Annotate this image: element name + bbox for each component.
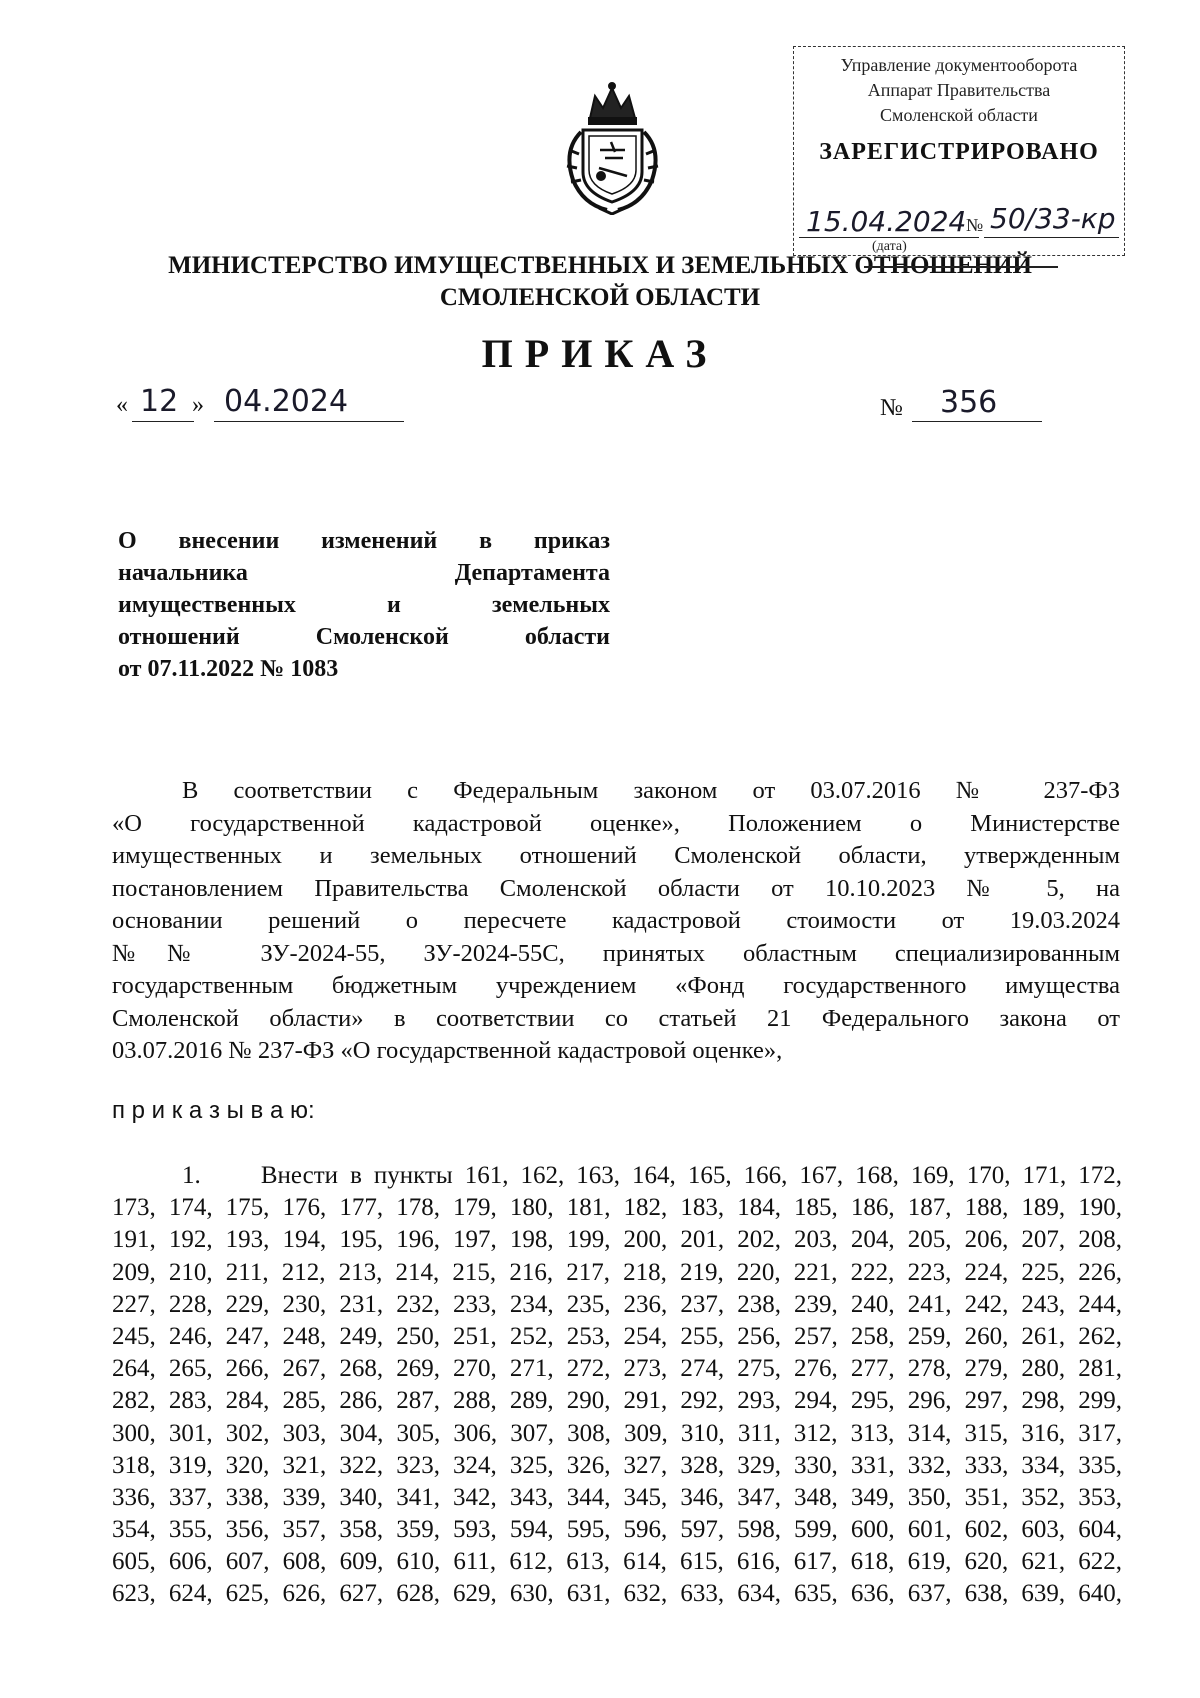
month-year-underline bbox=[214, 421, 404, 422]
order-number: 356 bbox=[940, 385, 998, 420]
item-1-line: 173, 174, 175, 176, 177, 178, 179, 180, 181, 182, 183, 184, 185, 186, 187, 188, 189, 190, bbox=[112, 1194, 1122, 1222]
subject-line: имущественных и земельных bbox=[118, 592, 610, 618]
order-subject bbox=[118, 525, 610, 685]
order-number-sign: № bbox=[880, 395, 903, 421]
ministry-name-line-1: МИНИСТЕРСТВО ИМУЩЕСТВЕННЫХ И ЗЕМЕЛЬНЫХ ОТНОШЕНИЙ bbox=[168, 252, 1032, 279]
item-1-line: 1. Внести в пункты 161, 162, 163, 164, 165, 166, 167, 168, 169, 170, 171, 172, bbox=[182, 1162, 1122, 1189]
subject-line: отношений Смоленской области bbox=[118, 624, 610, 650]
preamble-line: «О государственной кадастровой оценке», Положением о Министерстве bbox=[112, 809, 1120, 837]
document-type-title: ПРИКАЗ bbox=[481, 331, 719, 376]
number-underline bbox=[912, 421, 1042, 422]
date-quote-open: « bbox=[116, 392, 128, 418]
day-underline bbox=[132, 421, 194, 422]
preamble-line: основании решений о пересчете кадастровой стоимости от 19.03.2024 bbox=[112, 907, 1120, 934]
stamp-date-caption: (дата) bbox=[872, 239, 907, 254]
preamble-line: №№ ЗУ-2024-55, ЗУ-2024-55С, принятых областным специализированным bbox=[112, 939, 1120, 967]
item-1-line: 605, 606, 607, 608, 609, 610, 611, 612, 613, 614, 615, 616, 617, 618, 619, 620, 621, 622, bbox=[112, 1548, 1122, 1576]
item-1-line: 354, 355, 356, 357, 358, 359, 593, 594, 595, 596, 597, 598, 599, 600, 601, 602, 603, 604, bbox=[112, 1516, 1122, 1544]
preamble-line: Смоленской области» в соответствии со статьей 21 Федерального закона от bbox=[112, 1004, 1120, 1032]
ministry-name-line-2: СМОЛЕНСКОЙ ОБЛАСТИ bbox=[439, 284, 761, 311]
stamp-status: ЗАРЕГИСТРИРОВАНО bbox=[819, 139, 1099, 165]
decree-word: п р и к а з ы в а ю: bbox=[112, 1097, 315, 1124]
item-1-line: 227, 228, 229, 230, 231, 232, 233, 234, 235, 236, 237, 238, 239, 240, 241, 242, 243, 244, bbox=[112, 1290, 1122, 1318]
subject-line: О внесении изменений в приказ bbox=[118, 528, 610, 554]
date-quote-close: » bbox=[192, 392, 204, 418]
item-1-line: 282, 283, 284, 285, 286, 287, 288, 289, 290, 291, 292, 293, 294, 295, 296, 297, 298, 299, bbox=[112, 1387, 1122, 1415]
stamp-line-3: Смоленской области bbox=[880, 105, 1038, 125]
order-month-year: 04.2024 bbox=[224, 384, 349, 419]
stamp-date-line bbox=[799, 237, 979, 238]
strike-line bbox=[864, 266, 1058, 268]
subject-line: от 07.11.2022 № 1083 bbox=[118, 656, 339, 682]
preamble-line: государственным бюджетным учреждением «Фонд государственного имущества bbox=[112, 972, 1120, 999]
stamp-number-sign: № bbox=[966, 215, 984, 235]
subject-line: начальника Департамента bbox=[118, 560, 610, 586]
item-1-paragraph bbox=[112, 1160, 1122, 1611]
registration-stamp bbox=[793, 46, 1125, 256]
stamp-line-2: Аппарат Правительства bbox=[867, 80, 1051, 100]
item-1-line: 623, 624, 625, 626, 627, 628, 629, 630, 631, 632, 633, 634, 635, 636, 637, 638, 639, 640, bbox=[112, 1580, 1122, 1608]
stamp-number-line bbox=[984, 237, 1119, 238]
order-day: 12 bbox=[140, 384, 179, 419]
item-1-line: 209, 210, 211, 212, 213, 214, 215, 216, 217, 218, 219, 220, 221, 222, 223, 224, 225, 226, bbox=[112, 1258, 1122, 1286]
preamble-line: имущественных и земельных отношений Смоленской области, утвержденным bbox=[112, 842, 1120, 869]
coat-of-arms-emblem bbox=[555, 80, 670, 215]
item-1-line: 245, 246, 247, 248, 249, 250, 251, 252, 253, 254, 255, 256, 257, 258, 259, 260, 261, 262, bbox=[112, 1322, 1122, 1350]
stamp-date: 15.04.2024 bbox=[806, 205, 967, 238]
preamble-paragraph bbox=[112, 775, 1120, 1068]
item-1-line: 318, 319, 320, 321, 322, 323, 324, 325, 326, 327, 328, 329, 330, 331, 332, 333, 334, 335, bbox=[112, 1451, 1122, 1479]
item-1-line: 336, 337, 338, 339, 340, 341, 342, 343, 344, 345, 346, 347, 348, 349, 350, 351, 352, 353, bbox=[112, 1483, 1122, 1511]
item-1-line: 300, 301, 302, 303, 304, 305, 306, 307, 308, 309, 310, 311, 312, 313, 314, 315, 316, 317, bbox=[112, 1419, 1122, 1447]
item-1-line: 264, 265, 266, 267, 268, 269, 270, 271, 272, 273, 274, 275, 276, 277, 278, 279, 280, 281, bbox=[112, 1355, 1122, 1383]
preamble-line: 03.07.2016 № 237-ФЗ «О государственной кадастровой оценке», bbox=[112, 1037, 783, 1064]
preamble-line: постановлением Правительства Смоленской области от 10.10.2023 № 5, на bbox=[112, 874, 1120, 902]
stamp-number: 50/33-кр bbox=[990, 202, 1116, 235]
item-1-line: 191, 192, 193, 194, 195, 196, 197, 198, 199, 200, 201, 202, 203, 204, 205, 206, 207, 208, bbox=[112, 1226, 1122, 1254]
preamble-line: В соответствии с Федеральным законом от 03.07.2016 № 237-ФЗ bbox=[182, 777, 1120, 804]
stamp-line-1: Управление документооборота bbox=[840, 55, 1078, 75]
